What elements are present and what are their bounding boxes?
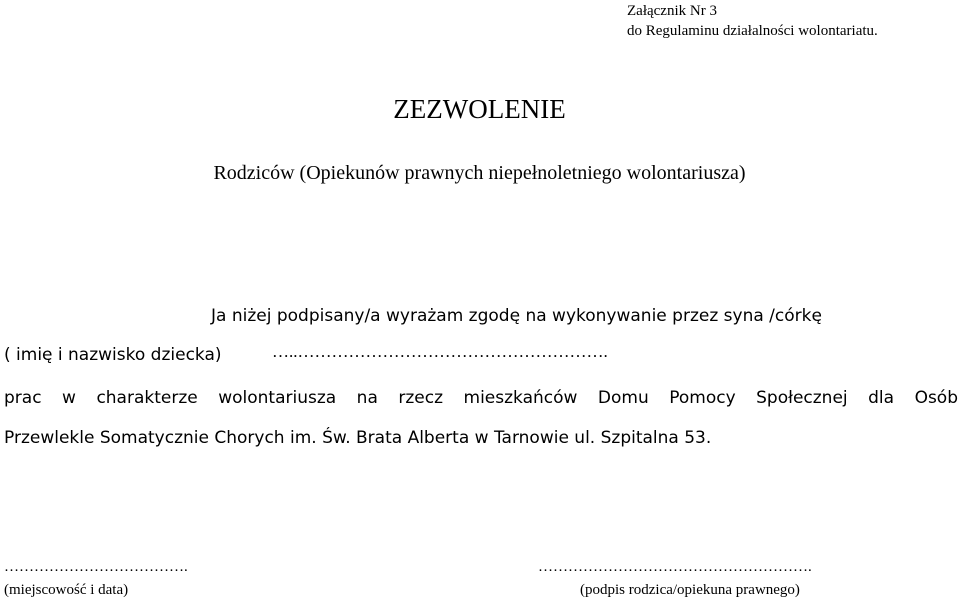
guardian-signature-label: (podpis rodzica/opiekuna prawnego) xyxy=(580,582,800,598)
place-date-blank: ………………………………. xyxy=(4,559,188,575)
child-name-blank: …..………………………………………………. xyxy=(272,342,608,361)
institution-address-line: Przewlekle Somatycznie Chorych im. Św. Brata Alberta w Tarnowie ul. Szpitalna 53. xyxy=(4,428,712,448)
place-date-label: (miejscowość i data) xyxy=(4,582,129,598)
annex-number: Załącznik Nr 3 xyxy=(627,3,717,19)
document-title: ZEZWOLENIE xyxy=(393,94,566,124)
consent-purpose-line: prac w charakterze wolontariusza na rzecz mieszkańców Domu Pomocy Społecznej dla Osób xyxy=(4,388,958,408)
consent-statement: Ja niżej podpisany/a wyrażam zgodę na wykonywanie przez syna /córkę xyxy=(211,306,822,326)
guardian-signature-blank: ………………………………………………. xyxy=(538,559,812,575)
annex-note xyxy=(627,1,878,41)
annex-reference: do Regulaminu działalności wolontariatu. xyxy=(627,23,878,39)
document-subtitle: Rodziców (Opiekunów prawnych niepełnoletniego wolontariusza) xyxy=(213,162,746,184)
child-name-label: ( imię i nazwisko dziecka) xyxy=(4,345,222,365)
